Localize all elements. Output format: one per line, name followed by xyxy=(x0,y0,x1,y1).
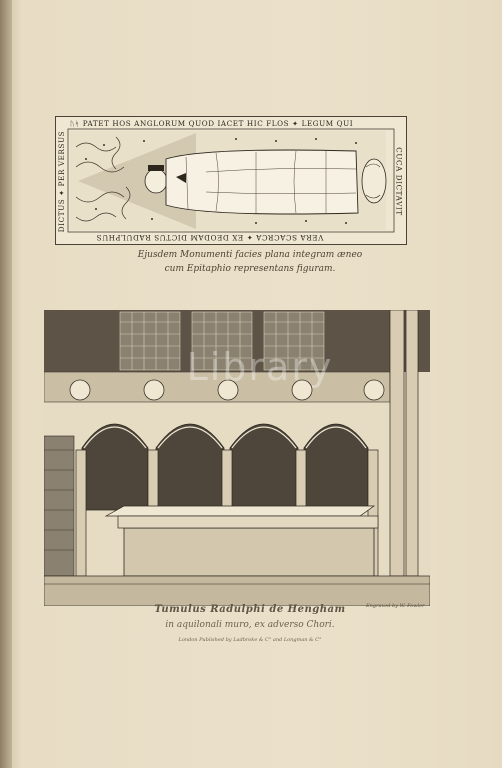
library-watermark: Library xyxy=(186,345,334,389)
brass-border-inscription-top: ᚢᛋ PATET HOS ANGLORUM QUOD IACET HIC FLOS ✦ LEGUM QUI xyxy=(70,119,354,128)
brass-border-inscription-left: DICTUS ✦ PER VERSUS xyxy=(57,130,66,233)
plate-caption-line-1: Ejusdem Monumenti facies plana integram æneo xyxy=(137,250,363,260)
brass-monument-engraving xyxy=(55,116,407,245)
brass-border-inscription-right: CUCA DICTAVIT xyxy=(394,147,404,216)
book-spine-shadow xyxy=(0,0,12,768)
brass-border-inscription-bottom: VERA SCACRCA ✦ EX DEODAM DICTUS RADULPHUS xyxy=(96,233,324,242)
plate-subtitle: in aquilonali muro, ex adverso Chori. xyxy=(165,620,335,630)
engraver-credit: Engraved by W. Fowler xyxy=(366,603,425,609)
plate-title: Tumulus Radulphi de Hengham xyxy=(154,604,346,615)
brass-figure-drawing xyxy=(56,117,406,244)
plate-caption-line-2: cum Epitaphio representans figuram. xyxy=(164,264,336,274)
publisher-line: London Published by Ladbroke & C° and Longman & C° xyxy=(178,637,322,643)
